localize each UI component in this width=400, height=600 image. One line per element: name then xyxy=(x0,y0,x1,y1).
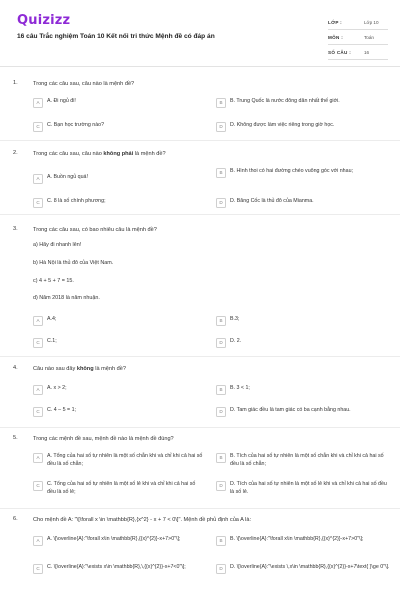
option-c[interactable] xyxy=(33,407,203,417)
option-text: D. Tích của hai số tự nhiên là một số lẻ khi và chỉ khi cả hai số đều là số lẻ. xyxy=(230,481,387,495)
option-text: B. \[\overline{A}:"\forall x\in \mathbb{R},{{x}^{2}}-x+7>0"\]; xyxy=(230,536,364,542)
option-letter: D xyxy=(216,122,226,132)
worksheet-header xyxy=(0,0,400,62)
worksheet-title: 16 câu Trắc nghiệm Toán 10 Kết nối tri thức Mệnh đề có đáp án xyxy=(17,33,215,40)
meta-value-grade: Lớp 10 xyxy=(364,19,379,25)
worksheet-meta xyxy=(328,15,388,60)
option-c[interactable] xyxy=(33,338,203,348)
question-text-emphasis: không xyxy=(76,366,94,372)
option-letter: A xyxy=(33,316,43,326)
question-number: 2. xyxy=(13,150,18,156)
option-letter: A xyxy=(33,174,43,184)
option-text: B.3; xyxy=(230,316,240,322)
question-divider xyxy=(0,427,400,428)
option-text: C. 8 là số chính phương; xyxy=(47,198,106,204)
option-letter: B xyxy=(216,98,226,108)
question-text-part: là mệnh đề? xyxy=(133,151,166,157)
statement-a: a) Hãy đi nhanh lên! xyxy=(33,242,82,248)
question-text: Trong các câu sau, câu nào là mệnh đề? xyxy=(33,81,135,87)
option-letter: C xyxy=(33,564,43,574)
option-letter: D xyxy=(216,338,226,348)
option-text: A.4; xyxy=(47,316,57,322)
option-text: D. Băng Cốc là thủ đô của Mianma. xyxy=(230,198,314,204)
meta-label-grade: LỚP : xyxy=(328,19,343,25)
option-c[interactable] xyxy=(33,564,203,574)
option-letter: A xyxy=(33,453,43,463)
question-text xyxy=(33,150,383,158)
header-divider xyxy=(0,66,400,67)
question-number: 6. xyxy=(13,516,18,522)
question-number: 5. xyxy=(13,435,18,441)
meta-row-subject xyxy=(328,30,388,45)
option-text: C. 4 – 5 = 1; xyxy=(47,407,77,413)
option-letter: A xyxy=(33,98,43,108)
option-letter: A xyxy=(33,536,43,546)
question-divider xyxy=(0,214,400,215)
option-b[interactable] xyxy=(216,453,391,468)
statement-d: d) Năm 2018 là năm nhuận. xyxy=(33,295,100,301)
option-c[interactable] xyxy=(33,122,203,132)
option-d[interactable] xyxy=(216,338,391,348)
option-letter: D xyxy=(216,564,226,574)
question-number: 3. xyxy=(13,226,18,232)
question-text-emphasis: không phải xyxy=(103,151,134,157)
question-text: Trong các câu sau, có bao nhiêu câu là mệnh đề? xyxy=(33,227,157,233)
option-letter: C xyxy=(33,407,43,417)
option-text: C. Bạn học trường nào? xyxy=(47,122,105,128)
option-letter: B xyxy=(216,385,226,395)
option-letter: B xyxy=(216,536,226,546)
option-letter: C xyxy=(33,198,43,208)
option-text: A. Đi ngủ đi! xyxy=(47,98,76,104)
option-a[interactable] xyxy=(33,98,203,108)
option-c[interactable] xyxy=(33,198,203,208)
option-b[interactable] xyxy=(216,98,391,108)
option-text: A. x > 2; xyxy=(47,385,67,391)
option-b[interactable] xyxy=(216,168,391,178)
option-text: A. \[\overline{A}:"\forall x\in \mathbb{R},{{x}^{2}}-x+7>0"\]; xyxy=(47,536,181,542)
option-letter: A xyxy=(33,385,43,395)
question-text-part: Trong các câu sau, câu nào xyxy=(33,151,104,157)
option-b[interactable] xyxy=(216,316,391,326)
option-d[interactable] xyxy=(216,481,391,496)
option-letter: C xyxy=(33,481,43,491)
question-text: Cho mệnh đề A: "\[\forall x \in \mathbb{R},{x^2} - x + 7 < 0\]". Mệnh đề phủ định của A là: xyxy=(33,517,252,523)
option-text: B. Hình thoi có hai đường chéo vuông góc với nhau; xyxy=(230,168,353,174)
question-text: Trong các mệnh đề sau, mệnh đề nào là mệnh đề đúng? xyxy=(33,436,174,442)
question-number: 4. xyxy=(13,365,18,371)
meta-value-count: 16 xyxy=(364,49,370,55)
question-text xyxy=(33,365,383,373)
option-b[interactable] xyxy=(216,385,391,395)
option-text: D. Không được làm việc riêng trong giờ học. xyxy=(230,122,335,128)
question-divider xyxy=(0,508,400,509)
option-letter: B xyxy=(216,453,226,463)
meta-row-grade xyxy=(328,15,388,30)
option-text: A. Tổng của hai số tự nhiên là một số chẵn khi và chỉ khi cả hai số đều là số chẵn; xyxy=(47,453,203,467)
option-letter: D xyxy=(216,407,226,417)
option-text: D. Tam giác đều là tam giác có ba cạnh bằng nhau. xyxy=(230,407,351,413)
option-a[interactable] xyxy=(33,316,203,326)
statement-b: b) Hà Nội là thủ đô của Việt Nam. xyxy=(33,260,114,266)
option-letter: D xyxy=(216,481,226,491)
meta-label-count: SỐ CÂU : xyxy=(328,49,352,55)
option-text: A. Buồn ngủ quá! xyxy=(47,174,88,180)
option-text: B. Trung Quốc là nước đông dân nhất thế giới. xyxy=(230,98,340,104)
option-text: B. 3 < 1; xyxy=(230,385,250,391)
option-a[interactable] xyxy=(33,453,203,468)
question-divider xyxy=(0,140,400,141)
option-c[interactable] xyxy=(33,481,203,496)
meta-value-subject: Toán xyxy=(364,34,374,40)
option-letter: C xyxy=(33,122,43,132)
option-b[interactable] xyxy=(216,536,391,546)
question-text-part: Câu nào sau đây xyxy=(33,366,77,372)
option-text: C. Tổng của hai số tự nhiên là một số lẻ khi và chỉ khi cả hai số đều là số lẻ; xyxy=(47,481,196,495)
meta-label-subject: MÔN : xyxy=(328,34,344,40)
question-number: 1. xyxy=(13,80,18,86)
question-text-part: là mệnh đề? xyxy=(93,366,126,372)
meta-row-count xyxy=(328,45,388,60)
quizizz-logo: Quizizz xyxy=(17,13,71,28)
option-d[interactable] xyxy=(216,564,391,574)
option-text: C.1; xyxy=(47,338,57,344)
option-text: C. \[\overline{A}:"\exists x\in \mathbb{R},\,{{x}^{2}}-x+7<0"\]; xyxy=(47,564,186,570)
option-letter: D xyxy=(216,198,226,208)
option-letter: B xyxy=(216,316,226,326)
option-a[interactable] xyxy=(33,385,203,395)
option-letter: C xyxy=(33,338,43,348)
option-d[interactable] xyxy=(216,122,391,132)
option-letter: B xyxy=(216,168,226,178)
option-text: D. 2. xyxy=(230,338,242,344)
option-d[interactable] xyxy=(216,198,391,208)
option-a[interactable] xyxy=(33,536,203,546)
option-text: B. Tích của hai số tự nhiên là một số chẵn khi và chỉ khi cả hai số đều là số chẵn; xyxy=(230,453,384,467)
option-text: D. \[\overline{A}:"\exists \,x\in \mathbb{R},{{x}^{2}}-x+7\text{ }\ge 0"\]. xyxy=(230,564,390,570)
option-d[interactable] xyxy=(216,407,391,417)
option-a[interactable] xyxy=(33,174,203,184)
statement-c: c) 4 + 5 + 7 = 15. xyxy=(33,278,74,284)
question-divider xyxy=(0,356,400,357)
